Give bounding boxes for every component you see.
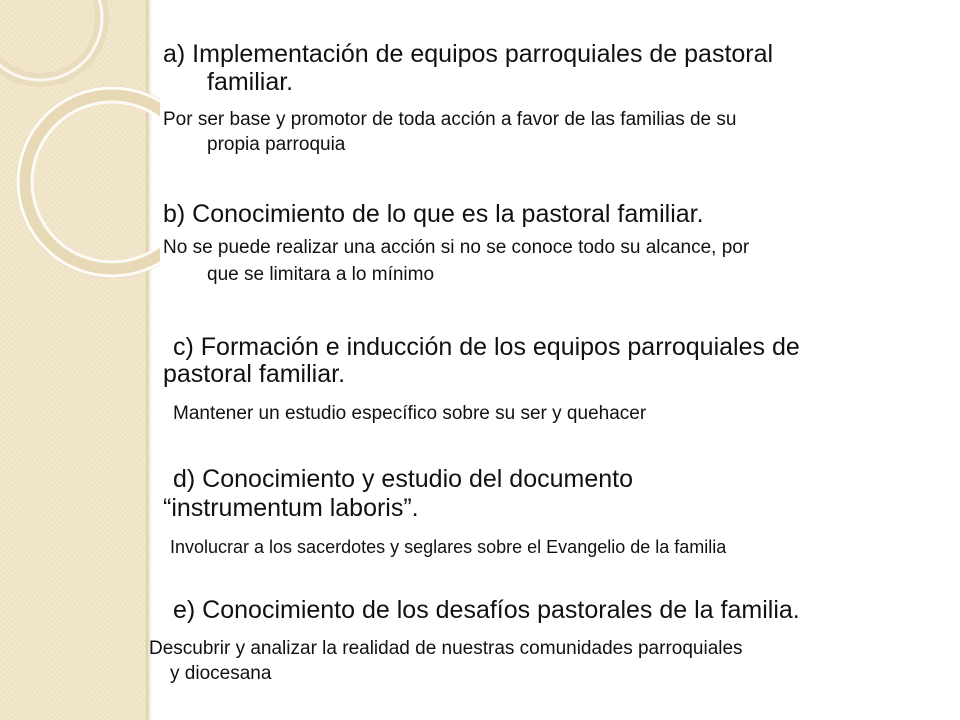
body-a-line-1: Por ser base y promotor de toda acción a favor de las familias de su	[163, 109, 737, 130]
heading-d-line-2: “instrumentum laboris”.	[163, 494, 419, 522]
heading-a-line-1: a) Implementación de equipos parroquiales de pastoral	[163, 40, 774, 68]
body-b-line-2: que se limitara a lo mínimo	[207, 264, 435, 285]
heading-c-line-2: pastoral familiar.	[163, 360, 346, 388]
body-e-line-1: Descubrir y analizar la realidad de nuestras comunidades parroquiales	[149, 638, 743, 659]
heading-e: e) Conocimiento de los desafíos pastorales de la familia.	[173, 596, 800, 624]
body-a-line-2: propia parroquia	[207, 134, 346, 155]
body-c: Mantener un estudio específico sobre su ser y quehacer	[173, 403, 647, 424]
heading-d-line-1: d) Conocimiento y estudio del documento	[173, 465, 633, 493]
body-e-line-2: y diocesana	[170, 663, 272, 684]
heading-b: b) Conocimiento de lo que es la pastoral familiar.	[163, 200, 704, 228]
heading-c-line-1: c) Formación e inducción de los equipos parroquiales de	[173, 333, 800, 361]
body-b-line-1: No se puede realizar una acción si no se conoce todo su alcance, por	[163, 237, 750, 258]
heading-a-line-2: familiar.	[207, 68, 294, 96]
body-d: Involucrar a los sacerdotes y seglares sobre el Evangelio de la familia	[170, 537, 727, 557]
